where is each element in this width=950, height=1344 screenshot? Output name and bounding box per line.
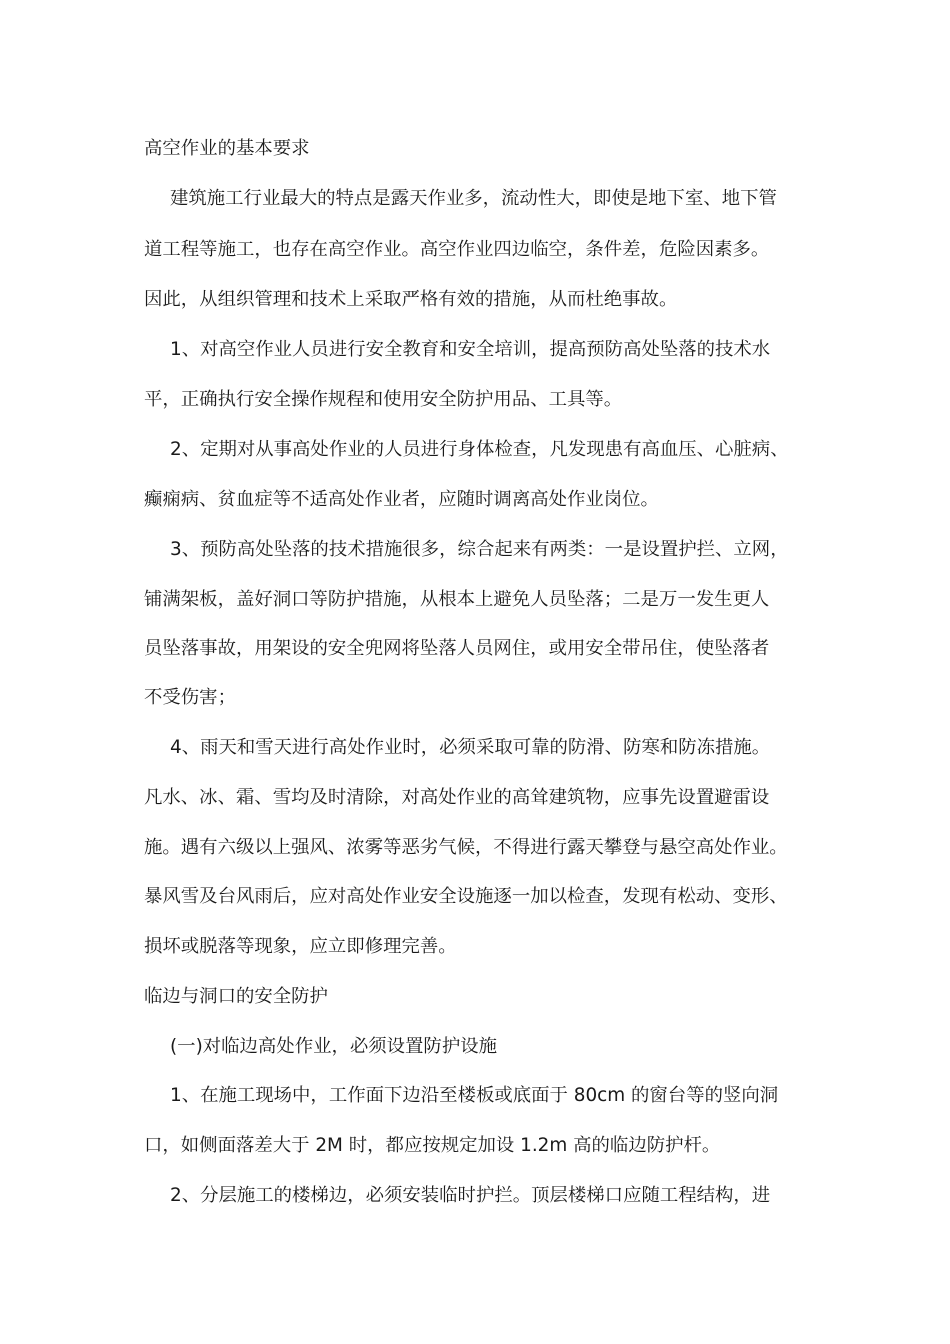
paragraph-line: 建筑施工行业最大的特点是露天作业多，流动性大，即使是地下室、地下管 — [170, 188, 777, 209]
list-item-line: 口，如侧面落差大于 2M 时，都应按规定加设 1.2m 高的临边防护杆。 — [144, 1135, 721, 1156]
subsection-heading: (一)对临边高处作业，必须设置防护设施 — [170, 1036, 497, 1057]
paragraph-line: 因此，从组织管理和技术上采取严格有效的措施，从而杜绝事故。 — [144, 289, 678, 310]
paragraph-line: 道工程等施工，也存在高空作业。高空作业四边临空，条件差，危险因素多。 — [144, 239, 770, 260]
list-item-line: 4、雨天和雪天进行高处作业时，必须采取可靠的防滑、防寒和防冻措施。 — [170, 737, 771, 758]
section-heading-high-altitude-requirements: 高空作业的基本要求 — [144, 138, 310, 159]
section-heading-edge-opening-protection: 临边与洞口的安全防护 — [144, 986, 328, 1007]
list-item-line: 1、在施工现场中，工作面下边沿至楼板或底面于 80cm 的窗台等的竖向洞 — [170, 1085, 779, 1106]
list-item-line: 铺满架板，盖好洞口等防护措施，从根本上避免人员坠落；二是万一发生更人 — [144, 589, 770, 610]
list-item-line: 损坏或脱落等现象，应立即修理完善。 — [144, 936, 457, 957]
list-item-line: 平，正确执行安全操作规程和使用安全防护用品、工具等。 — [144, 389, 623, 410]
list-item-line: 癫痫病、贫血症等不适高处作业者，应随时调离高处作业岗位。 — [144, 489, 659, 510]
list-item-line: 员坠落事故，用架设的安全兜网将坠落人员网住，或用安全带吊住，使坠落者 — [144, 638, 770, 659]
list-item-line: 凡水、冰、霜、雪均及时清除，对高处作业的高耸建筑物，应事先设置避雷设 — [144, 787, 770, 808]
list-item-line: 1、对高空作业人员进行安全教育和安全培训，提高预防高处坠落的技术水 — [170, 339, 771, 360]
list-item-line: 2、分层施工的楼梯边，必须安装临时护拦。顶层楼梯口应随工程结构，进 — [170, 1185, 771, 1206]
list-item-line: 暴风雪及台风雨后，应对高处作业安全设施逐一加以检查，发现有松动、变形、 — [144, 886, 788, 907]
list-item-line: 3、预防高处坠落的技术措施很多，综合起来有两类：一是设置护拦、立网， — [170, 539, 789, 560]
list-item-line: 不受伤害； — [144, 687, 236, 708]
list-item-line: 施。遇有六级以上强风、浓雾等恶劣气候，不得进行露天攀登与悬空高处作业。 — [144, 837, 788, 858]
list-item-line: 2、定期对从事高处作业的人员进行身体检查，凡发现患有高血压、心脏病、 — [170, 439, 789, 460]
